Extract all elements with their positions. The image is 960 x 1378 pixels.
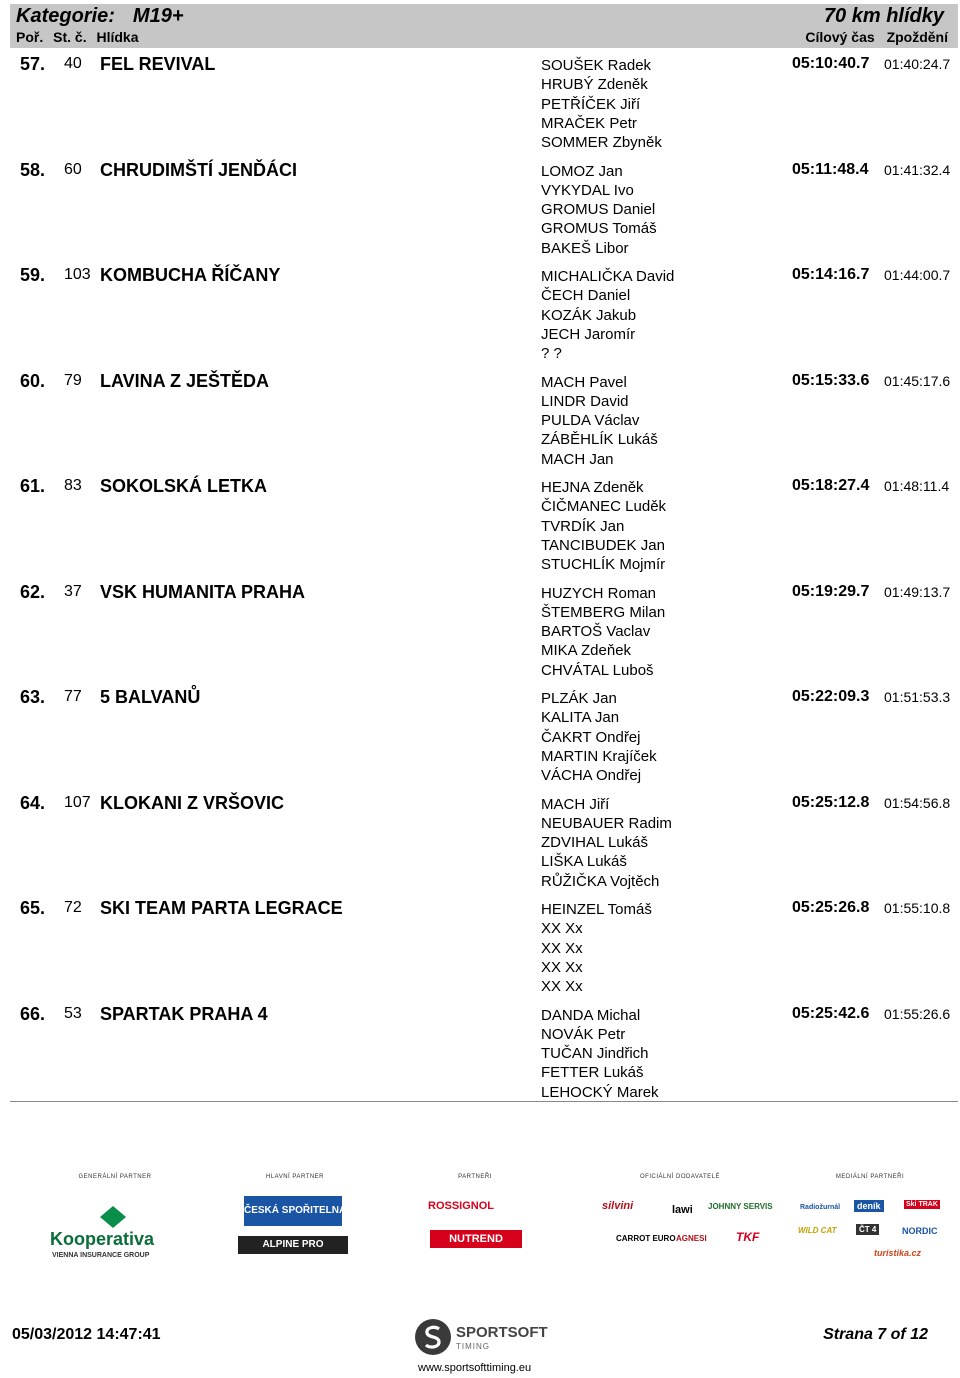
team-name: SPARTAK PRAHA 4 bbox=[100, 1003, 268, 1024]
sponsor-group-media bbox=[790, 1174, 950, 1270]
delay-time: 01:48:11.4 bbox=[884, 478, 950, 494]
sportsoft-s-icon bbox=[414, 1318, 452, 1356]
delay-time: 01:51:53.3 bbox=[884, 689, 951, 705]
vig-logo: VIENNA INSURANCE GROUP bbox=[52, 1252, 150, 1259]
agnesi-logo: AGNESI bbox=[676, 1234, 707, 1243]
rank: 65. bbox=[20, 898, 46, 918]
page-number: Strana 7 of 12 bbox=[823, 1326, 928, 1343]
member-name: ŠTEMBERG Milan bbox=[541, 603, 666, 621]
team-members bbox=[541, 373, 658, 469]
result-row bbox=[10, 791, 958, 897]
member-name: STUCHLÍK Mojmír bbox=[541, 556, 666, 574]
member-name: ZÁBĚHLÍK Lukáš bbox=[541, 431, 658, 449]
delay-time: 01:40:24.7 bbox=[884, 56, 951, 72]
member-name: VYKYDAL Ivo bbox=[541, 181, 634, 199]
column-headers-left bbox=[16, 29, 145, 45]
member-name: PLZÁK Jan bbox=[541, 690, 617, 707]
member-name: CHVÁTAL Luboš bbox=[541, 661, 654, 679]
wildcat-logo: WILD CAT bbox=[798, 1226, 837, 1235]
member-name: LIŠKA Lukáš bbox=[541, 853, 627, 871]
member-name: VÁCHA Ondřej bbox=[541, 767, 642, 785]
start-number: 37 bbox=[64, 582, 82, 600]
member-name: PETŘÍČEK Jiří bbox=[541, 95, 641, 113]
sportsoft-brand: SPORTSOFT bbox=[456, 1324, 548, 1341]
delay-time: 01:41:32.4 bbox=[884, 161, 951, 178]
result-row bbox=[10, 1002, 958, 1108]
team-name: 5 BALVANŮ bbox=[100, 687, 201, 707]
carrot-euro-logo: CARROT EURO bbox=[616, 1234, 676, 1243]
team-members bbox=[541, 584, 665, 680]
sportsoft-brand-sub: TIMING bbox=[456, 1342, 490, 1351]
result-row bbox=[10, 474, 958, 580]
silvini-logo: silvini bbox=[602, 1200, 634, 1212]
member-name: HUZYCH Roman bbox=[541, 584, 657, 602]
col-bib: St. č. bbox=[53, 29, 87, 45]
category-title bbox=[16, 5, 184, 28]
rank: 62. bbox=[20, 581, 46, 602]
johnny-servis-logo: JOHNNY SERVIS bbox=[708, 1202, 773, 1211]
kooperativa-logo-icon bbox=[100, 1206, 126, 1228]
member-name: KOZÁK Jakub bbox=[541, 306, 637, 324]
results-header bbox=[10, 4, 958, 48]
member-name: MACH Jiří bbox=[541, 795, 610, 813]
member-name: TANCIBUDEK Jan bbox=[541, 536, 665, 554]
finish-time: 05:22:09.3 bbox=[792, 688, 870, 705]
rank: 57. bbox=[20, 54, 46, 74]
category-value: M19+ bbox=[132, 5, 184, 27]
sponsor-group-general bbox=[40, 1174, 190, 1270]
start-number: 77 bbox=[64, 688, 82, 705]
alpine-pro-logo: ALPINE PRO bbox=[238, 1236, 348, 1254]
team-name: CHRUDIMŠTÍ JENĎÁCI bbox=[100, 159, 298, 180]
col-rank: Poř. bbox=[16, 29, 44, 45]
start-number: 72 bbox=[64, 899, 82, 916]
nordic-logo: NORDIC bbox=[902, 1226, 938, 1236]
sponsor-caption: GENERÁLNÍ PARTNER bbox=[78, 1174, 152, 1180]
team-name: LAVINA Z JEŠTĚDA bbox=[100, 370, 270, 391]
member-name: GROMUS Tomáš bbox=[541, 220, 657, 238]
finish-time: 05:14:16.7 bbox=[792, 266, 870, 283]
col-delay: Zpoždění bbox=[886, 29, 948, 45]
delay-time: 01:55:26.6 bbox=[884, 1005, 951, 1022]
sponsor-caption: MEDIÁLNÍ PARTNEŘI bbox=[835, 1174, 905, 1180]
member-name: ČIČMANEC Luděk bbox=[541, 498, 667, 516]
member-name: ZDVIHAL Lukáš bbox=[541, 834, 648, 852]
member-name: JECH Jaromír bbox=[541, 325, 636, 343]
finish-time: 05:25:12.8 bbox=[792, 793, 870, 811]
results-list bbox=[10, 52, 958, 1107]
member-name: SOMMER Zbyněk bbox=[541, 134, 662, 152]
delay-time: 01:45:17.6 bbox=[884, 372, 951, 389]
team-members bbox=[541, 900, 652, 996]
team-members bbox=[541, 56, 662, 152]
member-name: BARTOŠ Vaclav bbox=[541, 623, 651, 641]
start-number: 107 bbox=[64, 793, 91, 811]
team-name: VSK HUMANITA PRAHA bbox=[100, 581, 305, 602]
member-name: MICHALIČKA David bbox=[541, 268, 675, 285]
team-members bbox=[541, 1006, 659, 1102]
finish-time: 05:10:40.7 bbox=[792, 55, 870, 72]
sponsor-group-main bbox=[230, 1174, 360, 1270]
member-name: TVRDÍK Jan bbox=[541, 517, 625, 535]
team-name: SKI TEAM PARTA LEGRACE bbox=[100, 898, 343, 918]
team-name: KLOKANI Z VRŠOVIC bbox=[100, 792, 285, 813]
rank: 64. bbox=[20, 792, 46, 813]
start-number: 53 bbox=[64, 1004, 82, 1022]
kooperativa-logo: Kooperativa bbox=[50, 1229, 155, 1249]
delay-time: 01:44:00.7 bbox=[884, 267, 951, 283]
website-link[interactable]: www.sportsofttiming.eu bbox=[418, 1362, 532, 1374]
sponsor-caption: PARTNEŘI bbox=[458, 1174, 492, 1180]
member-name: MRAČEK Petr bbox=[541, 114, 637, 132]
team-name: KOMBUCHA ŘÍČANY bbox=[100, 265, 281, 285]
member-name: BAKEŠ Libor bbox=[541, 239, 629, 257]
member-name: ? ? bbox=[541, 345, 562, 363]
result-row bbox=[10, 685, 958, 791]
member-name: ČAKRT Ondřej bbox=[541, 728, 641, 746]
member-name: MACH Jan bbox=[541, 450, 614, 468]
rank: 59. bbox=[20, 265, 46, 285]
radiozurnal-logo: Radiožurnál bbox=[800, 1204, 841, 1211]
member-name: NOVÁK Petr bbox=[541, 1025, 626, 1043]
sponsor-caption: OFICIÁLNÍ DODAVATELÉ bbox=[639, 1174, 720, 1180]
print-datetime: 05/03/2012 14:47:41 bbox=[12, 1326, 161, 1343]
member-name: LOMOZ Jan bbox=[541, 162, 623, 180]
finish-time: 05:11:48.4 bbox=[792, 160, 869, 178]
member-name: MARTIN Krajíček bbox=[541, 747, 657, 765]
sponsor-group-partners bbox=[410, 1174, 540, 1270]
bottom-divider bbox=[10, 1101, 958, 1102]
result-row bbox=[10, 52, 958, 158]
category-label: Kategorie: bbox=[16, 5, 115, 27]
member-name: LINDR David bbox=[541, 392, 629, 410]
rank: 60. bbox=[20, 370, 46, 391]
distance-title: 70 km hlídky bbox=[823, 5, 944, 27]
delay-time: 01:55:10.8 bbox=[884, 900, 951, 916]
member-name: XX Xx bbox=[541, 920, 583, 938]
finish-time: 05:18:27.4 bbox=[792, 477, 870, 494]
member-name: XX Xx bbox=[541, 939, 583, 957]
col-finish: Cílový čas bbox=[805, 29, 875, 45]
member-name: RŮŽIČKA Vojtěch bbox=[541, 872, 660, 890]
member-name: FETTER Lukáš bbox=[541, 1064, 644, 1082]
delay-time: 01:49:13.7 bbox=[884, 583, 951, 600]
member-name: LEHOCKÝ Marek bbox=[541, 1083, 659, 1101]
result-row bbox=[10, 580, 958, 686]
start-number: 40 bbox=[64, 55, 82, 72]
tkf-logo: TKF bbox=[736, 1230, 760, 1244]
rank: 63. bbox=[20, 687, 46, 707]
member-name: GROMUS Daniel bbox=[541, 201, 656, 219]
rank: 61. bbox=[20, 476, 46, 496]
finish-time: 05:25:26.8 bbox=[792, 899, 870, 916]
finish-time: 05:15:33.6 bbox=[792, 371, 870, 389]
sponsor-group-suppliers bbox=[590, 1174, 773, 1270]
result-row bbox=[10, 369, 958, 475]
rank: 66. bbox=[20, 1003, 46, 1024]
sponsors-strip bbox=[40, 1174, 950, 1270]
delay-time: 01:54:56.8 bbox=[884, 794, 951, 811]
member-name: XX Xx bbox=[541, 958, 583, 976]
turistika-logo: turistika.cz bbox=[874, 1248, 922, 1258]
nutrend-logo: NUTREND bbox=[430, 1230, 522, 1248]
finish-time: 05:19:29.7 bbox=[792, 582, 870, 600]
rank: 58. bbox=[20, 159, 46, 180]
sponsor-caption: HLAVNÍ PARTNER bbox=[265, 1174, 324, 1180]
member-name: MIKA Zdeňek bbox=[541, 642, 632, 660]
start-number: 83 bbox=[64, 477, 82, 494]
member-name: HEJNA Zdeněk bbox=[541, 479, 644, 496]
team-members bbox=[541, 162, 657, 258]
member-name: ČECH Daniel bbox=[541, 287, 631, 305]
denik-logo: deník bbox=[854, 1200, 884, 1212]
result-row bbox=[10, 263, 958, 369]
skitrak-logo: Ski TRAK bbox=[906, 1201, 938, 1208]
team-members bbox=[541, 267, 674, 363]
start-number: 103 bbox=[64, 266, 91, 283]
ceska-sporitelna-logo: ČESKÁ SPOŘITELNA bbox=[244, 1196, 342, 1226]
result-row bbox=[10, 896, 958, 1002]
team-name: SOKOLSKÁ LETKA bbox=[100, 476, 268, 496]
lawi-logo: lawi bbox=[672, 1204, 693, 1216]
member-name: MACH Pavel bbox=[541, 373, 627, 391]
member-name: SOUŠEK Radek bbox=[541, 57, 652, 74]
rossignol-logo: ROSSIGNOL bbox=[428, 1200, 495, 1212]
start-number: 60 bbox=[64, 160, 82, 178]
finish-time: 05:25:42.6 bbox=[792, 1004, 870, 1022]
col-team: Hlídka bbox=[96, 29, 139, 45]
team-members bbox=[541, 478, 666, 574]
member-name: DANDA Michal bbox=[541, 1006, 641, 1024]
team-members bbox=[541, 689, 657, 785]
member-name: NEUBAUER Radim bbox=[541, 814, 672, 832]
member-name: HRUBÝ Zdeněk bbox=[541, 76, 648, 94]
ct4-logo: ČT 4 bbox=[856, 1224, 879, 1235]
team-name: FEL REVIVAL bbox=[100, 54, 216, 74]
member-name: TUČAN Jindřich bbox=[541, 1045, 649, 1063]
team-members bbox=[541, 795, 672, 891]
start-number: 79 bbox=[64, 371, 82, 389]
sportsoft-logo bbox=[414, 1316, 548, 1360]
member-name: PULDA Václav bbox=[541, 412, 640, 430]
member-name: XX Xx bbox=[541, 978, 583, 996]
member-name: HEINZEL Tomáš bbox=[541, 901, 652, 918]
column-headers-right bbox=[797, 29, 948, 45]
member-name: KALITA Jan bbox=[541, 709, 620, 727]
result-row bbox=[10, 158, 958, 264]
